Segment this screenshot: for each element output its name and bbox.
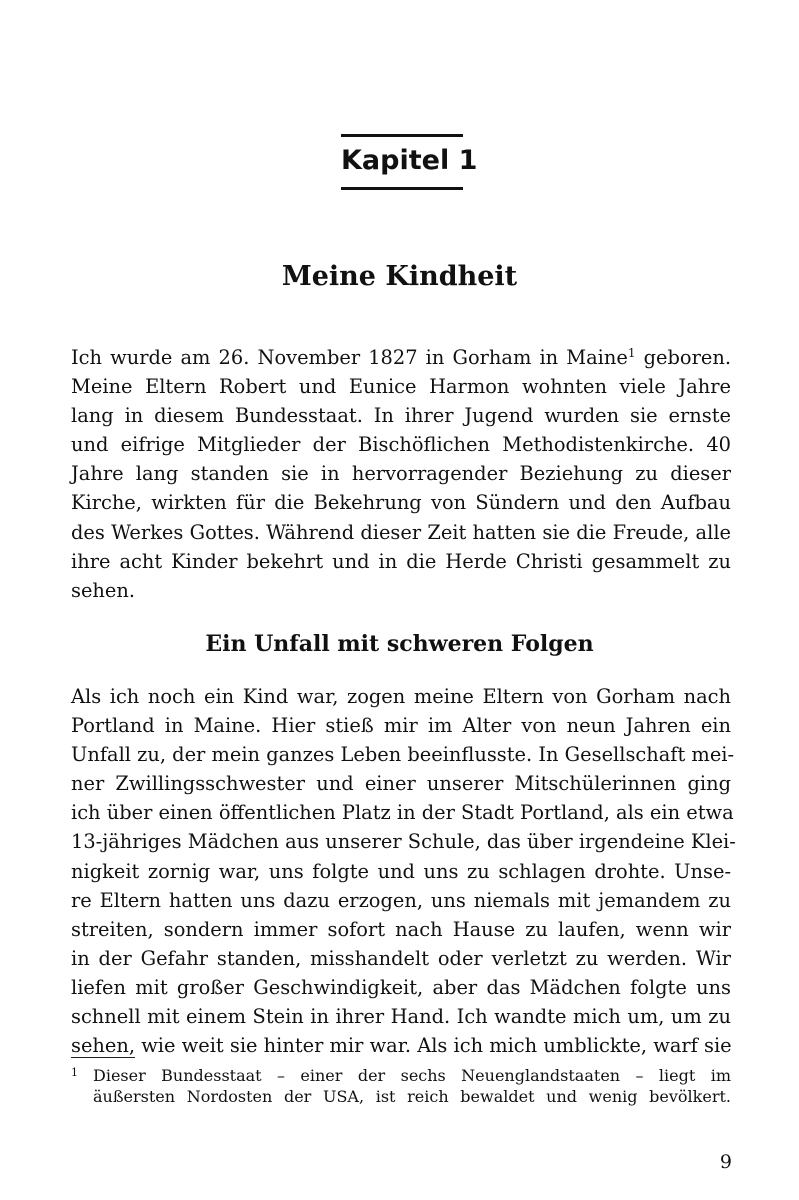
footnote-reference: 1 xyxy=(627,346,636,360)
footnote xyxy=(71,1065,731,1107)
text-line: des Werkes Gottes. Während dieser Zeit hatten sie die Freude, alle xyxy=(71,520,731,544)
text-line: liefen mit großer Geschwindigkeit, aber das Mädchen folgte uns xyxy=(71,975,731,999)
text-line: sehen, wie weit sie hinter mir war. Als ich mich umblickte, warf sie xyxy=(71,1034,732,1058)
chapter-rule-top xyxy=(341,134,463,137)
paragraph-intro xyxy=(71,343,731,605)
text-line: Unfall zu, der mein ganzes Leben beeinflusste. In Gesellschaft mei- xyxy=(71,743,735,767)
text-line: Kirche, wirkten für die Bekehrung von Sündern und den Aufbau xyxy=(71,491,731,515)
text-line: nigkeit zornig war, uns folgte und uns zu schlagen drohte. Unse- xyxy=(71,859,731,883)
text-line: ner Zwillingsschwester und einer unserer Mitschülerinnen ging xyxy=(71,772,731,796)
footnote-text xyxy=(93,1065,731,1107)
text-line: Jahre lang standen sie in hervorragender Beziehung zu dieser xyxy=(71,462,731,486)
text-line: re Eltern hatten uns dazu erzogen, uns niemals mit jemandem zu xyxy=(71,888,731,912)
text-line: Portland in Maine. Hier stieß mir im Alter von neun Jahren ein xyxy=(71,714,731,738)
text-line: sehen. xyxy=(71,578,136,602)
chapter-heading xyxy=(341,134,478,192)
text-line: 13-jähriges Mädchen aus unserer Schule, das über irgendeine Klei- xyxy=(71,830,736,854)
text-line: streiten, sondern immer sofort nach Hause zu laufen, wenn wir xyxy=(71,917,731,941)
footnote-marker: 1 xyxy=(71,1066,78,1079)
text-line: ihre acht Kinder bekehrt und in die Herde Christi gesammelt zu xyxy=(71,549,731,573)
text-line: Meine Eltern Robert und Eunice Harmon wohnten viele Jahre xyxy=(71,375,731,399)
text-line: schnell mit einem Stein in ihrer Hand. Ich wandte mich um, um zu xyxy=(71,1005,731,1029)
page-number: 9 xyxy=(719,1151,732,1173)
footnote-line: Dieser Bundesstaat – einer der sechs Neuenglandstaaten – liegt im xyxy=(93,1066,731,1085)
text-line: lang in diesem Bundesstaat. In ihrer Jugend wurden sie ernste xyxy=(71,404,731,428)
text-line: und eifrige Mitglieder der Bischöflichen Methodistenkirche. 40 xyxy=(71,433,731,457)
chapter-rule-bottom xyxy=(341,187,463,190)
page-title: Meine Kindheit xyxy=(281,261,518,292)
footnote-separator xyxy=(71,1057,135,1058)
text-line: Als ich noch ein Kind war, zogen meine Eltern von Gorham nach xyxy=(71,685,731,708)
text-line: ich über einen öffentlichen Platz in der Stadt Portland, als ein etwa xyxy=(71,801,734,825)
text-line: in der Gefahr standen, misshandelt oder verletzt zu werden. Wir xyxy=(71,946,731,970)
chapter-label: Kapitel 1 xyxy=(341,145,478,176)
paragraph-accident xyxy=(71,682,736,1060)
footnote-line: äußersten Nordosten der USA, ist reich bewaldet und wenig bevölkert. xyxy=(93,1087,731,1106)
section-heading: Ein Unfall mit schweren Folgen xyxy=(205,631,594,657)
text-line: Ich wurde am 26. November 1827 in Gorham in Maine$^1$ geboren. xyxy=(71,346,731,369)
